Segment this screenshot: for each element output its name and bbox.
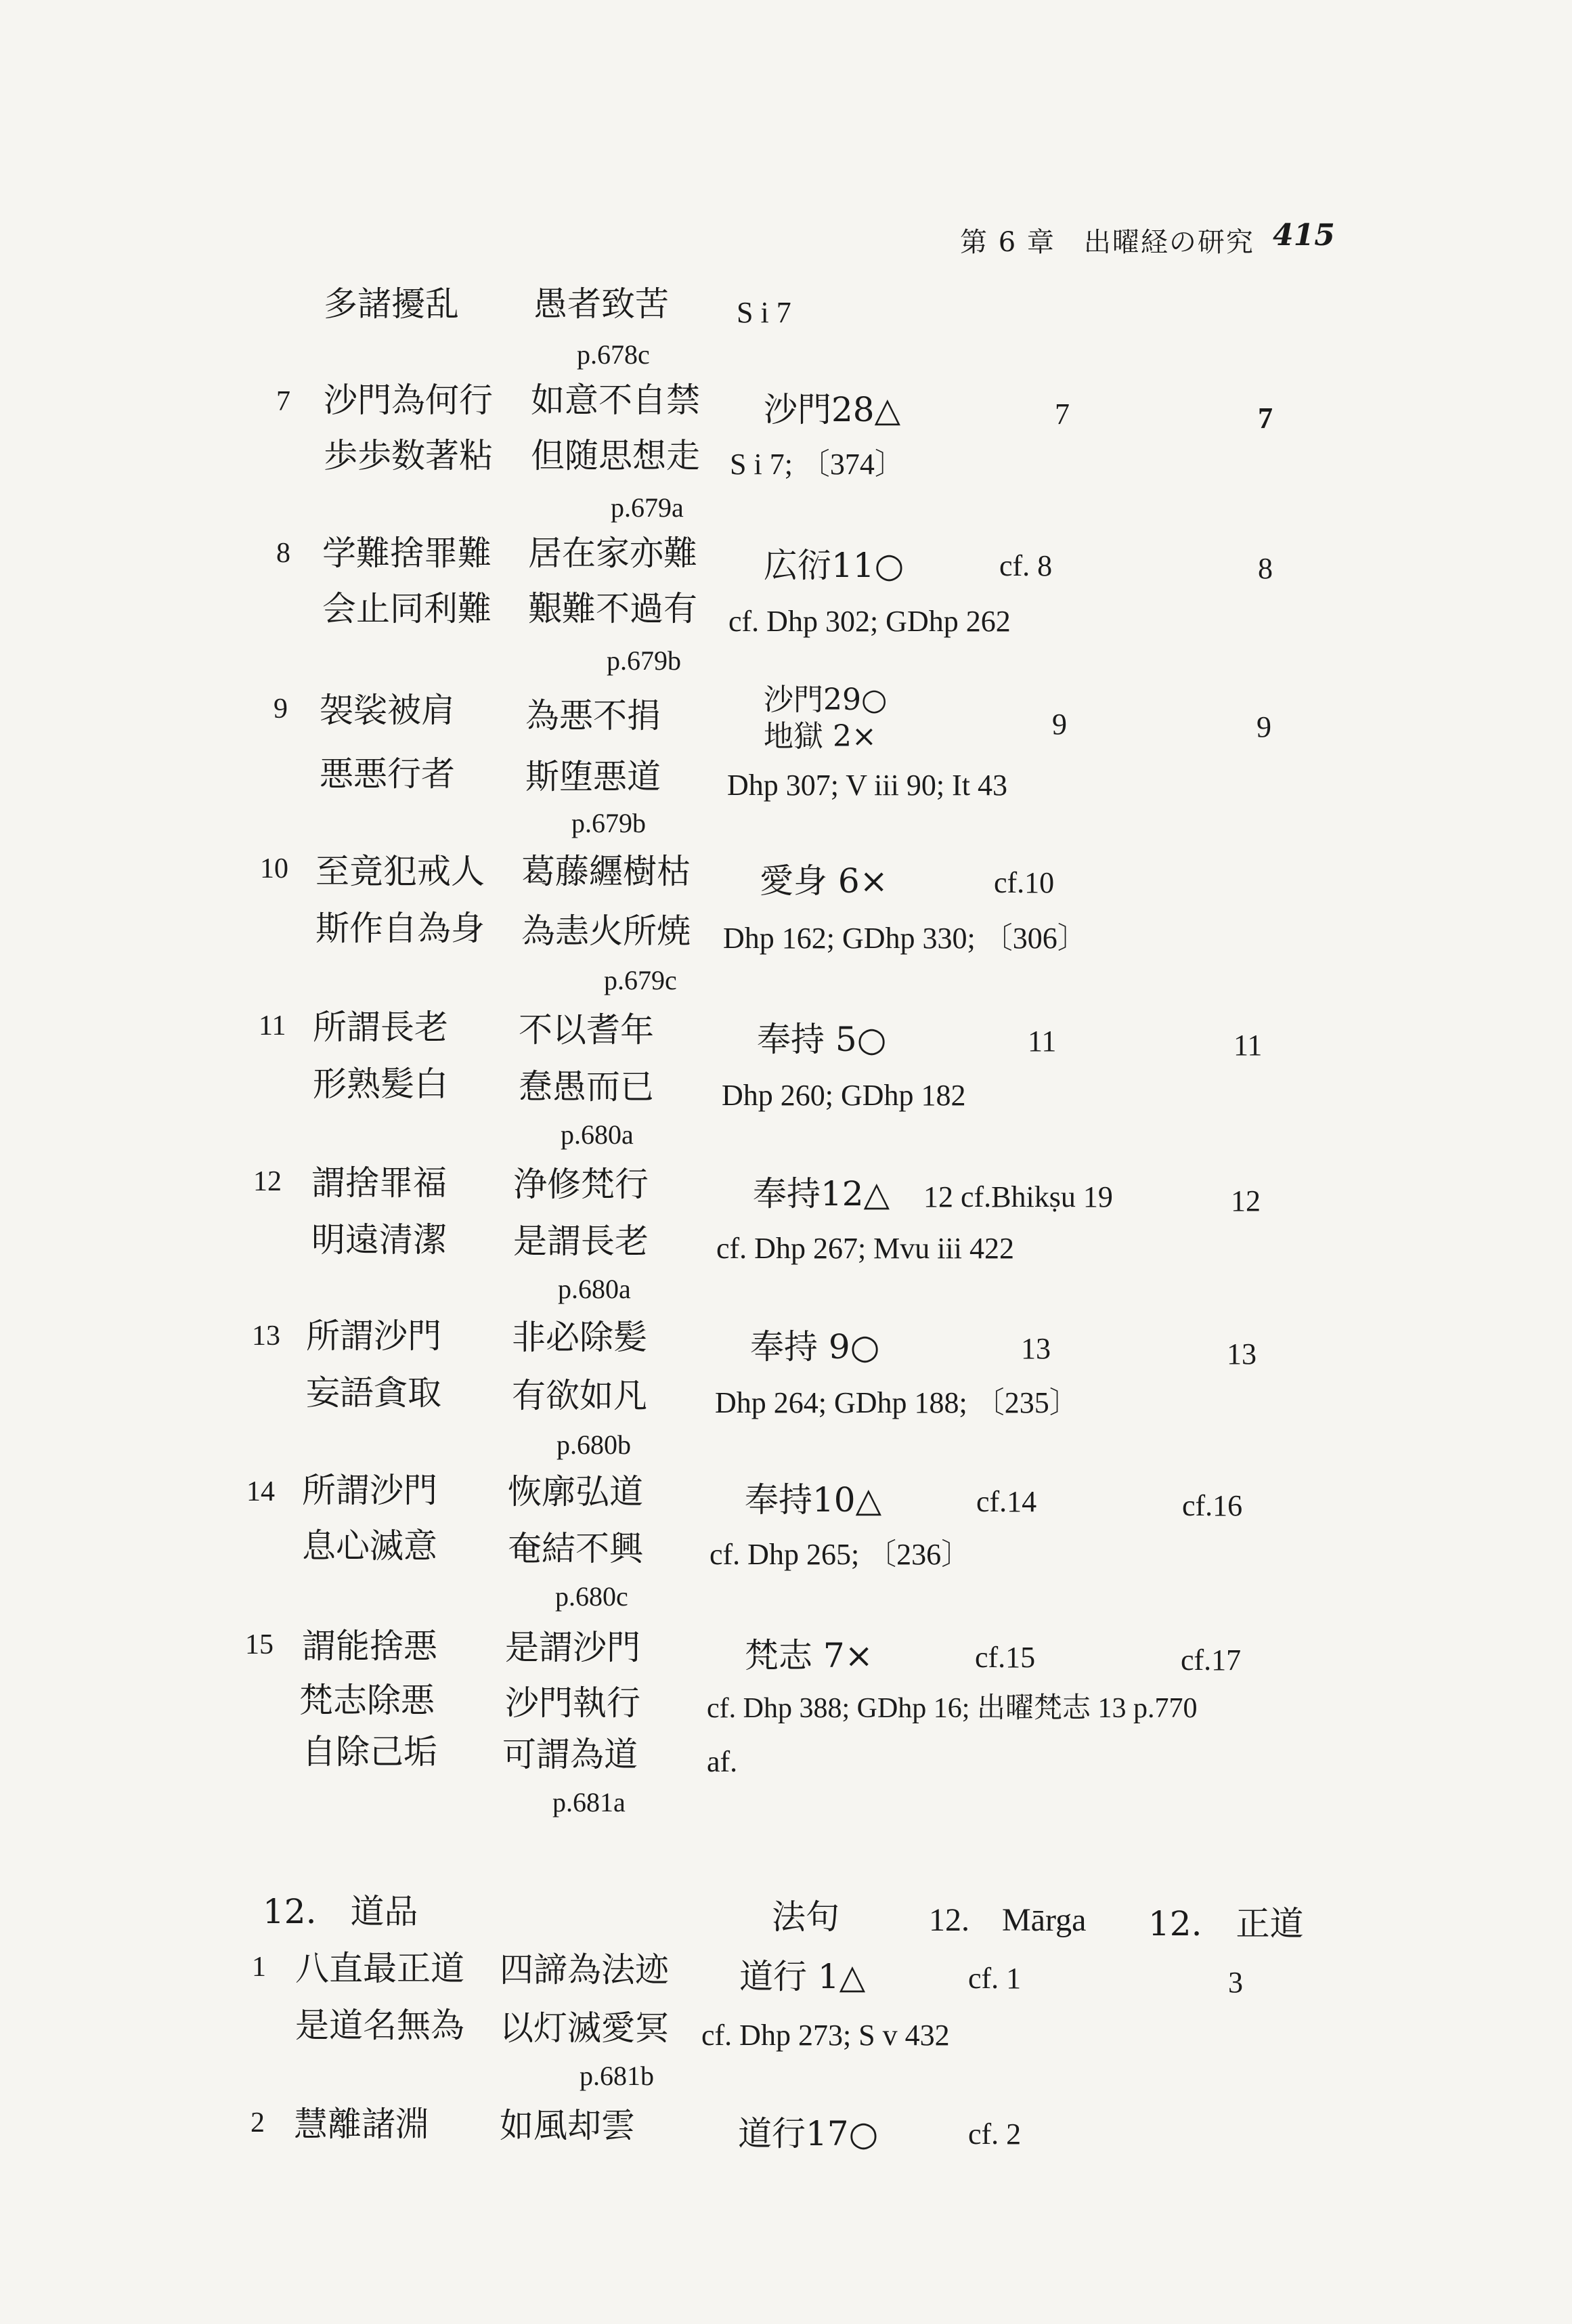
verse-line-3: 妄語貪取 [306, 1373, 441, 1413]
verse-line-1: 慧離諸淵 [294, 2105, 429, 2144]
verse-number: 15 [245, 1629, 274, 1660]
verse-number: 8 [276, 538, 290, 569]
parallel-ref: 地獄 2× [764, 719, 877, 754]
verse-line-1: 至竟犯戒人 [315, 852, 485, 891]
pali-ref: cf. Dhp 302; GDhp 262 [728, 605, 1011, 638]
tibetan-ref: 7 [1258, 402, 1273, 435]
tibetan-ref: 9 [1257, 710, 1271, 744]
verse-line-4: 惷愚而已 [519, 1067, 654, 1106]
sanskrit-ref: cf. 8 [999, 549, 1053, 582]
pali-ref-cont: af. [707, 1745, 738, 1778]
verse-number: 12 [253, 1166, 282, 1197]
verse-line-4: 有欲如凡 [512, 1376, 647, 1415]
parallel-ref: 奉持10△ [745, 1480, 882, 1520]
sanskrit-ref: 13 [1021, 1332, 1051, 1365]
verse-line-4: 斯堕悪道 [525, 757, 661, 796]
taisho-page: p.681a [552, 1787, 626, 1817]
sanskrit-ref: cf. 2 [968, 2117, 1022, 2151]
tibetan-ref: cf.17 [1181, 1643, 1242, 1677]
verse-line-4: 奄結不興 [508, 1529, 643, 1568]
verse-number: 13 [252, 1320, 280, 1352]
taisho-page: p.681b [580, 2061, 654, 2091]
verse-number: 1 [252, 1952, 266, 1983]
parallel-ref: 道行 1△ [739, 1957, 866, 1996]
tibetan-ref: 3 [1228, 1966, 1243, 1999]
verse-line-2: 四諦為法迹 [500, 1950, 669, 1989]
verse-line-2: 浄修梵行 [513, 1165, 649, 1204]
page-number: 415 [1273, 218, 1335, 253]
pali-ref: cf. Dhp 267; Mvu iii 422 [716, 1232, 1014, 1265]
running-title: 第 6 章 出曜経の研究 [960, 227, 1254, 258]
verse-line-2: 葛藤纒樹枯 [521, 852, 691, 891]
verse-line-5: 自除己垢 [302, 1732, 437, 1771]
column-head-sanskrit: 12. Mārga [929, 1902, 1087, 1938]
column-head-dhammapada-chinese: 法句 [772, 1897, 839, 1937]
pali-ref: Dhp 264; GDhp 188; 〔235〕 [715, 1386, 1079, 1419]
verse-line-2: 如意不自禁 [531, 381, 700, 420]
verse-line-2: 愚者致苦 [533, 284, 669, 324]
verse-line-4: 艱難不過有 [528, 589, 697, 628]
taisho-page: p.679b [607, 645, 681, 676]
verse-line-2: 恢廓弘道 [508, 1472, 643, 1511]
taisho-page: p.678c [577, 339, 650, 370]
verse-line-3: 明遠清潔 [311, 1220, 447, 1260]
verse-line-4: 但随思想走 [531, 436, 700, 475]
verse-line-1: 袈裟被肩 [320, 691, 455, 730]
section-title: 12. 道品 [263, 1892, 418, 1931]
pali-ref: cf. Dhp 388; GDhp 16; 出曜梵志 13 p.770 [707, 1693, 1198, 1724]
tibetan-ref: 8 [1258, 552, 1273, 585]
pali-ref: Dhp 307; V iii 90; It 43 [727, 769, 1007, 802]
verse-line-2: 為悪不捐 [525, 696, 661, 735]
verse-number: 14 [246, 1476, 275, 1507]
verse-line-2: 是謂沙門 [505, 1628, 640, 1667]
verse-line-1: 学難捨罪難 [322, 534, 492, 573]
taisho-page: p.679a [611, 492, 684, 523]
sanskrit-ref: 12 cf.Bhikṣu 19 [923, 1180, 1113, 1213]
parallel-ref: 奉持 9○ [750, 1327, 880, 1367]
verse-line-1: 謂捨罪福 [311, 1163, 447, 1203]
verse-line-1: 所謂長老 [313, 1008, 448, 1047]
verse-line-3: 形熟髪白 [313, 1064, 448, 1104]
sanskrit-ref: cf. 1 [968, 1962, 1022, 1995]
verse-line-4: 沙門執行 [505, 1683, 640, 1723]
verse-line-4: 為恚火所焼 [521, 911, 691, 951]
verse-number: 2 [250, 2107, 265, 2138]
verse-line-3: 梵志除悪 [299, 1681, 435, 1720]
pali-ref: cf. Dhp 265; 〔236〕 [709, 1538, 971, 1571]
verse-line-1: 所謂沙門 [302, 1471, 437, 1510]
sanskrit-ref: 7 [1055, 397, 1070, 431]
verse-line-3: 是道名無為 [295, 2006, 464, 2045]
verse-line-1: 八直最正道 [295, 1949, 464, 1988]
sanskrit-ref: cf.10 [994, 866, 1055, 899]
pali-ref: cf. Dhp 273; S v 432 [701, 2019, 950, 2052]
verse-line-3: 悪悪行者 [320, 754, 455, 794]
tibetan-ref: cf.16 [1182, 1489, 1243, 1522]
verse-line-1: 所謂沙門 [306, 1316, 441, 1356]
sanskrit-ref: 9 [1052, 708, 1067, 741]
pali-ref: Dhp 162; GDhp 330; 〔306〕 [723, 922, 1087, 955]
parallel-ref: 道行17○ [738, 2114, 879, 2153]
verse-line-1: 謂能捨悪 [302, 1627, 437, 1666]
sanskrit-ref: cf.15 [975, 1641, 1036, 1674]
verse-line-1: 多諸擾乱 [324, 284, 459, 324]
verse-line-3: 歩歩数著粘 [324, 436, 493, 475]
pali-ref: S i 7; 〔374〕 [730, 448, 904, 481]
parallel-ref: 広衍11○ [764, 546, 904, 585]
tibetan-ref: 11 [1233, 1029, 1263, 1062]
taisho-page: p.679c [604, 965, 677, 995]
taisho-page: p.680a [558, 1274, 631, 1304]
verse-line-3: 息心滅意 [302, 1526, 437, 1566]
pali-ref: Dhp 260; GDhp 182 [722, 1079, 966, 1112]
taisho-page: p.680a [561, 1119, 634, 1150]
verse-line-3: 会止同利難 [322, 589, 492, 628]
sanskrit-ref: cf.14 [976, 1485, 1037, 1518]
parallel-ref: 沙門28△ [764, 390, 901, 429]
verse-line-2: 非必除髪 [512, 1318, 647, 1357]
verse-number: 11 [259, 1010, 286, 1041]
tibetan-ref: 12 [1231, 1184, 1261, 1218]
column-head-tibetan: 12. 正道 [1148, 1904, 1304, 1943]
verse-number: 7 [276, 386, 290, 417]
verse-line-2: 居在家亦難 [528, 534, 697, 573]
parallel-ref: 愛身 6× [760, 861, 888, 901]
taisho-page: p.680c [555, 1581, 628, 1612]
verse-line-4: 是謂長老 [513, 1222, 649, 1261]
sanskrit-ref: 11 [1028, 1025, 1057, 1058]
verse-number: 10 [260, 853, 288, 884]
verse-line-2: 如風却雲 [500, 2106, 635, 2145]
taisho-page: p.679b [571, 808, 646, 838]
verse-line-4: 以灯滅愛冥 [500, 2008, 669, 2048]
parallel-ref: S i 7 [737, 296, 791, 329]
parallel-ref: 奉持 5○ [757, 1020, 887, 1059]
verse-line-3: 斯作自為身 [315, 909, 485, 948]
verse-number: 9 [274, 693, 288, 725]
tibetan-ref: 13 [1227, 1337, 1257, 1371]
verse-line-2: 不以耆年 [519, 1010, 654, 1050]
parallel-ref: 奉持12△ [753, 1174, 890, 1213]
verse-line-1: 沙門為何行 [324, 381, 493, 420]
parallel-ref: 梵志 7× [745, 1636, 873, 1675]
verse-line-6: 可謂為道 [502, 1735, 638, 1774]
parallel-ref: 沙門29○ [764, 683, 888, 717]
taisho-page: p.680b [556, 1429, 631, 1460]
